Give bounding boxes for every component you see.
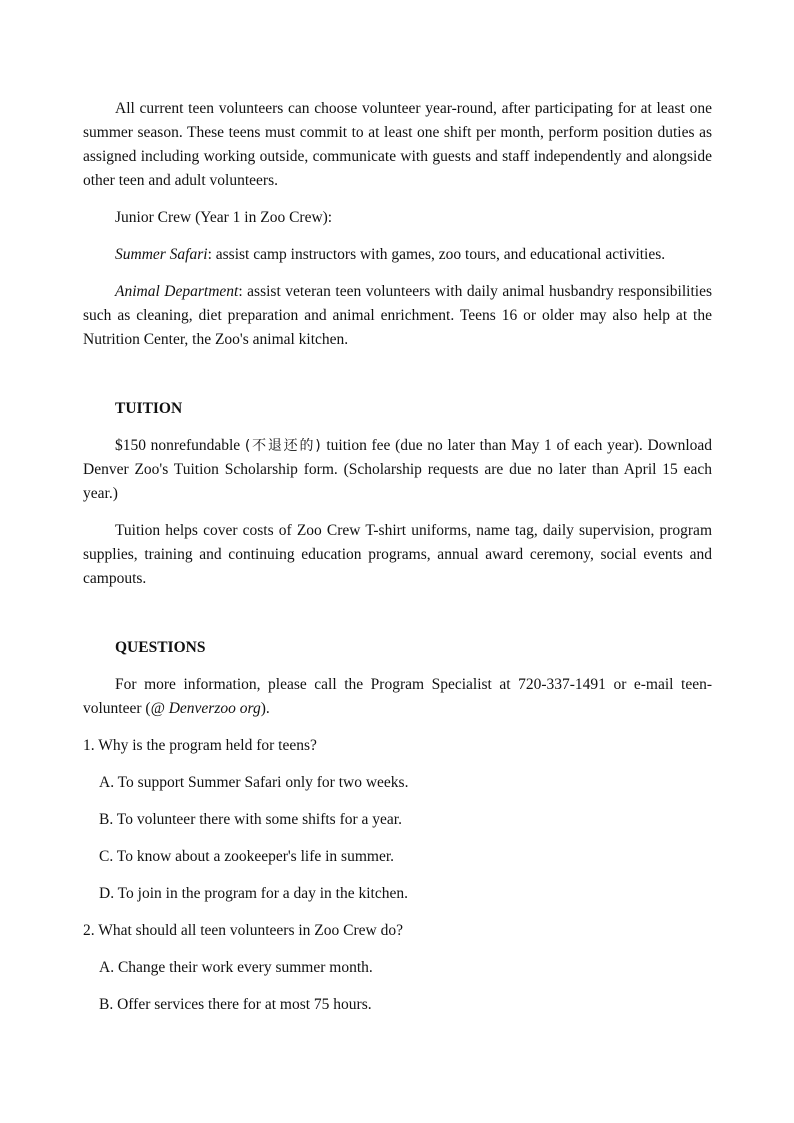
- animal-department-paragraph: [83, 280, 712, 352]
- answer-option: B. To volunteer there with some shifts for a year.: [99, 811, 402, 828]
- tuition-fee-before: $150 nonrefundable: [115, 437, 241, 454]
- document-page: [83, 97, 712, 1017]
- animal-department-text: : assist veteran teen volunteers with daily animal husbandry responsibilities such as cleaning, diet preparation and animal enrichment. Teens 16 or older may also help at the Nutrition Center, the Zoo's animal kitchen.: [83, 283, 712, 348]
- question-stem: 2. What should all teen volunteers in Zoo Crew do?: [83, 922, 403, 939]
- answer-option: C. To know about a zookeeper's life in summer.: [99, 848, 394, 865]
- tuition-fee-gloss: (不退还的): [244, 438, 322, 454]
- contact-email: @ Denverzoo org: [150, 700, 261, 717]
- junior-crew-label: Junior Crew (Year 1 in Zoo Crew):: [115, 209, 333, 226]
- intro-paragraph: All current teen volunteers can choose volunteer year-round, after participating for at least one summer season. These teens must commit to at least one shift per month, perform position duties as assigned including working outside, communicate with guests and staff independently and alongside other teen and adult volunteers.: [83, 100, 712, 189]
- answer-option: B. Offer services there for at most 75 hours.: [99, 996, 372, 1013]
- question-stem: 1. Why is the program held for teens?: [83, 737, 317, 754]
- summer-safari-text: : assist camp instructors with games, zoo tours, and educational activities.: [207, 246, 666, 263]
- contact-paragraph: [83, 673, 712, 721]
- answer-option: A. Change their work every summer month.: [99, 959, 373, 976]
- contact-end: ).: [260, 700, 270, 717]
- contact-text: For more information, please call the Program Specialist at 720-337-1491 or e-mail teen-volunteer (: [83, 676, 712, 717]
- summer-safari-title: Summer Safari: [115, 246, 208, 263]
- questions-heading: QUESTIONS: [115, 639, 206, 656]
- answer-option: A. To support Summer Safari only for two weeks.: [99, 774, 409, 791]
- tuition-fee-paragraph: [83, 434, 712, 506]
- answer-option: D. To join in the program for a day in the kitchen.: [99, 885, 408, 902]
- tuition-heading: TUITION: [115, 400, 183, 417]
- animal-department-title: Animal Department: [115, 283, 239, 300]
- tuition-fee-after: tuition fee (due no later than May 1 of each year). Download Denver Zoo's Tuition Scholarship form. (Scholarship requests are due no later than April 15 each year.): [83, 437, 713, 502]
- summer-safari-paragraph: [83, 243, 712, 267]
- tuition-covers-paragraph: Tuition helps cover costs of Zoo Crew T-shirt uniforms, name tag, daily supervision, program supplies, training and continuing education programs, annual award ceremony, social events and campouts.: [83, 522, 712, 587]
